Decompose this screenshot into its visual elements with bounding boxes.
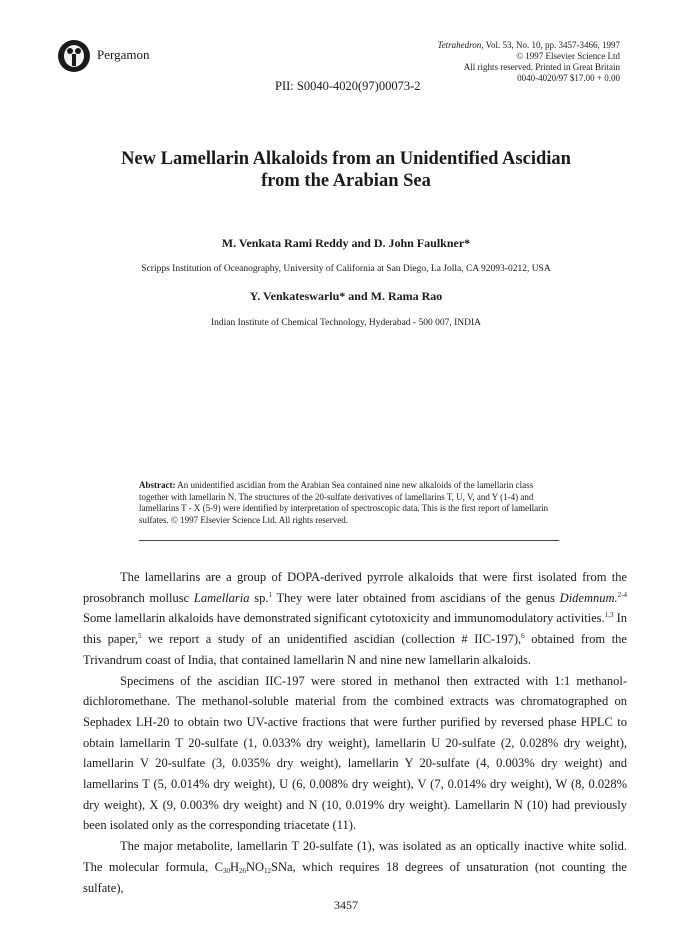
- title-line-1: New Lamellarin Alkaloids from an Unidentified Ascidian: [121, 149, 571, 169]
- authors-group-1: M. Venkata Rami Reddy and D. John Faulkner*: [221, 236, 471, 250]
- citation-ref: 1: [268, 590, 272, 599]
- citation-ref: 5: [138, 632, 142, 641]
- formula-subscript: 30: [222, 866, 230, 875]
- affiliation-1: Scripps Institution of Oceanography, University of California at San Diego, La Jolla, CA 92093-0212, USA: [141, 264, 551, 274]
- citation-ref: 1,3: [604, 611, 614, 620]
- abstract: [139, 480, 559, 526]
- page-number: 3457: [334, 898, 358, 912]
- citation-block: [437, 40, 620, 84]
- text-run: obtained from the Trivandrum coast of India, that contained lamellarin N and nine new lamellarin alkaloids.: [83, 632, 627, 667]
- text-run: SNa, which requires 18 degrees of unsaturation (not counting the sulfate),: [83, 859, 627, 895]
- abstract-divider: [139, 540, 559, 541]
- paragraph-2: Specimens of the ascidian IIC-197 were stored in methanol then extracted with 1:1 methanol-dichloromethane. The methanol-soluble material from the combined extracts was chromatographed on Sephadex LH-20 to obtain two UV-active fractions that were further purified by reversed phase HPLC to obtain lamellarin T 20-sulfate (1, 0.033% dry weight), lamellarin U 20-sulfate (2, 0.028% dry weight), lamellarin V 20-sulfate (3, 0.035% dry weight), lamellarin Y 20-sulfate (4, 0.003% dry weight) and lamellarins T (5, 0.014% dry weight), U (6, 0.008% dry weight), V (7, 0.014% dry weight), W (8, 0.028% dry weight), X (9, 0.003% dry weight) and N (10, 0.019% dry weight). Lamellarin N (10) had previously been isolated only as the corresponding triacetate (11).: [83, 673, 627, 833]
- text-run: sp.: [249, 590, 269, 605]
- genus-name: Didemnum.: [559, 590, 618, 605]
- affiliation-2: Indian Institute of Chemical Technology, Hyderabad - 500 007, INDIA: [210, 318, 482, 328]
- text-run: NO: [245, 859, 265, 874]
- title-line-2: from the Arabian Sea: [261, 171, 431, 191]
- authors-group-2: Y. Venkateswarlu* and M. Rama Rao: [249, 289, 443, 303]
- paper-title: [100, 148, 592, 192]
- formula-subscript: 12: [264, 866, 272, 875]
- publisher-name: Pergamon: [97, 47, 150, 62]
- genus-name: Lamellaria: [193, 590, 250, 605]
- text-run: The lamellarins are a group of DOPA-derived pyrrole alkaloids that were first isolated from the prosobranch mollusc: [83, 570, 627, 605]
- abstract-label: Abstract:: [139, 480, 176, 490]
- text-run: Some lamellarin alkaloids have demonstrated significant cytotoxicity and immunomodulatory activities.: [83, 611, 605, 626]
- journal-name: Tetrahedron,: [437, 40, 484, 50]
- formula-subscript: 26: [238, 866, 246, 875]
- abstract-text: An unidentified ascidian from the Arabian Sea contained nine new alkaloids of the lamellarin class together with lamellarin N. The structures of the 20-sulfate derivatives of lamellarins T, U, V, and Y (1-4) and lamellarins T - X (5-9) were identified by interpretation of spectroscopic data. This is the first report of lamellarin sulfates. © 1997 Elsevier Science Ltd. All rights reserved.: [139, 480, 549, 525]
- citation-line: [437, 40, 620, 51]
- rights-line: All rights reserved. Printed in Great Britain: [463, 62, 620, 72]
- citation-ref: 2-4: [617, 590, 627, 599]
- text-run: They were later obtained from ascidians of the genus: [272, 590, 560, 605]
- text-run: H: [229, 859, 239, 874]
- copyright-line: © 1997 Elsevier Science Ltd: [516, 51, 620, 61]
- pii-identifier: PII: S0040-4020(97)00073-2: [275, 79, 421, 93]
- paragraph-3: [83, 836, 627, 898]
- text-run: The major metabolite, lamellarin T 20-sulfate (1), was isolated as an optically inactive white solid. The molecular formula, C: [83, 839, 627, 874]
- issn-line: 0040-4020/97 $17.00 + 0.00: [517, 73, 620, 83]
- paragraph-1: [83, 567, 627, 671]
- body-text: [83, 567, 627, 898]
- elsevier-tree-icon: [58, 40, 90, 72]
- text-run: we report a study of an unidentified ascidian (collection # IIC-197),: [141, 632, 522, 647]
- volume-info: Vol. 53, No. 10, pp. 3457-3466, 1997: [483, 40, 620, 50]
- text-run: In this paper,: [83, 611, 628, 647]
- citation-ref: 6: [521, 632, 525, 641]
